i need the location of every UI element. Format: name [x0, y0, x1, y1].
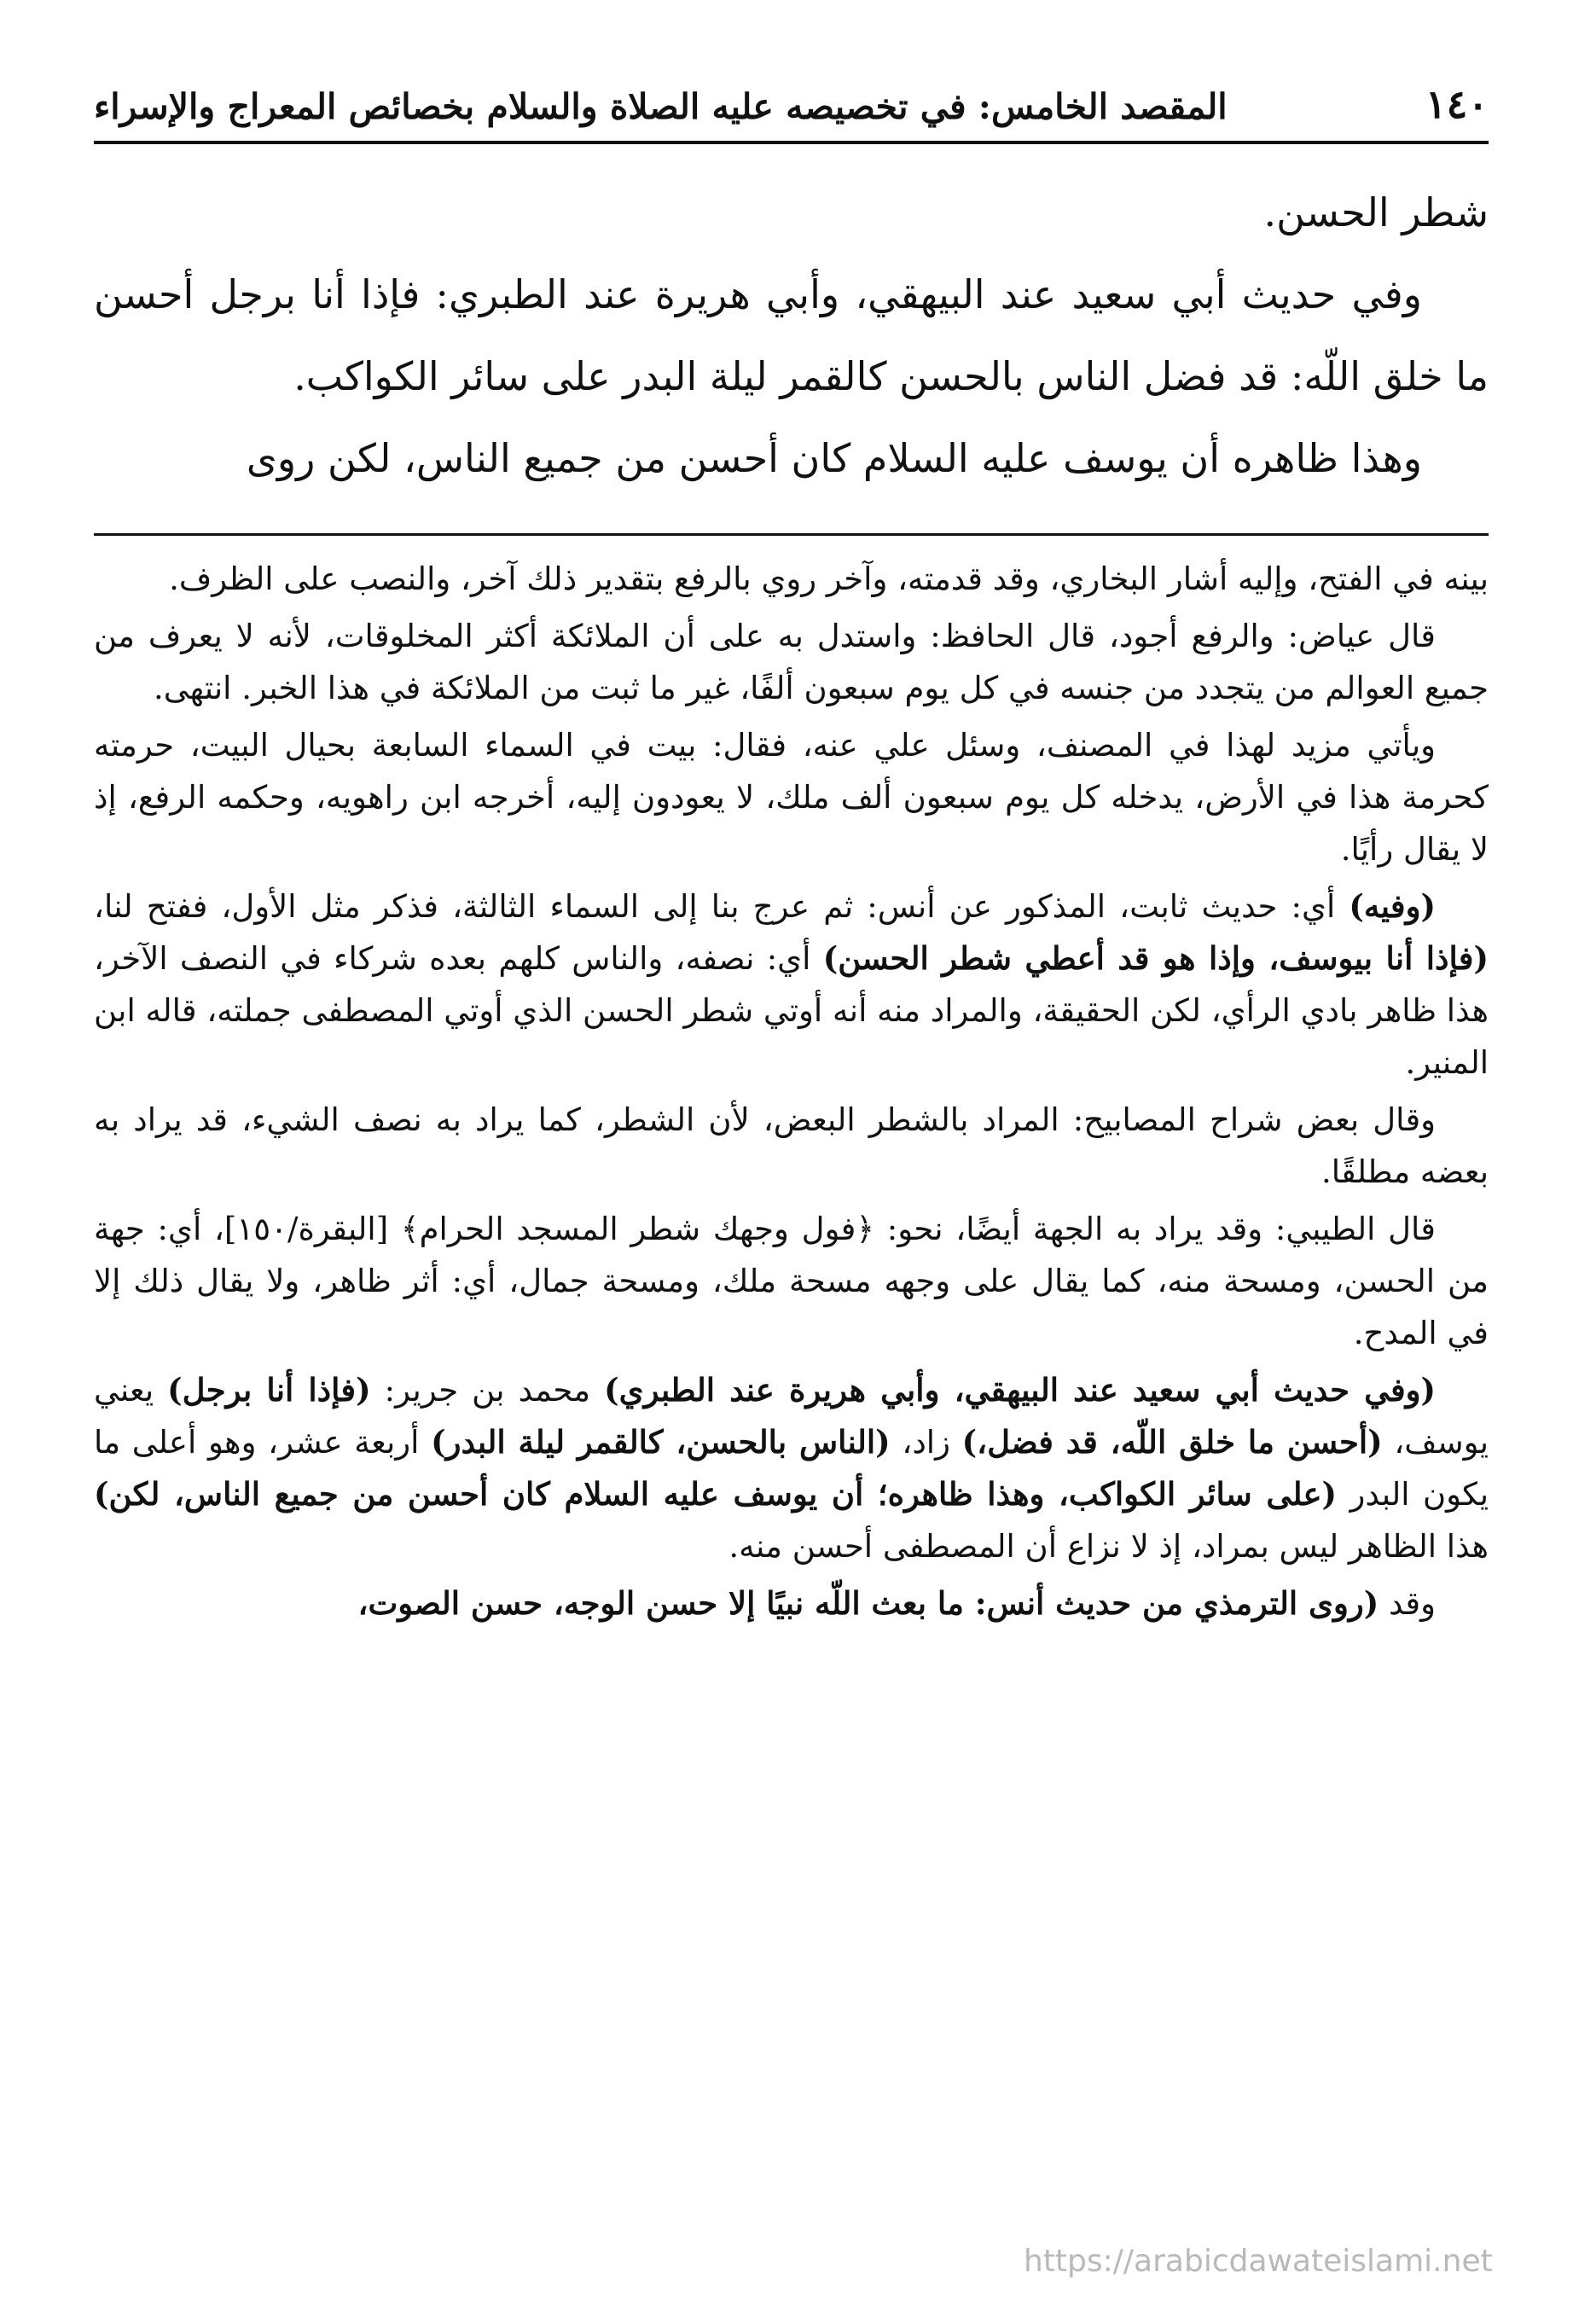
quoted-lemma: (فإذا أنا برجل): [167, 1371, 371, 1409]
commentary-text: أربعة عشر، وهو أعلى ما يكون البدر: [94, 1424, 1489, 1513]
page-header: [94, 81, 1489, 144]
commentary-paragraph-6: قال الطيبي: وقد يراد به الجهة أيضًا، نحو: ﴿فول وجهك شطر المسجد الحرام﴾ [البقرة/١٥٠]، أي: جهة من الحسن، ومسحة منه، كما يقال على وجهه مسحة ملك، ومسحة جمال، أي: أثر ظاهر، ولا يقال ذلك إلا في المدح.: [94, 1211, 1489, 1351]
quoted-lemma: (أحسن ما خلق اللّه، قد فضل،): [961, 1423, 1383, 1461]
commentary-text: زاد،: [890, 1424, 962, 1461]
quoted-lemma: (على سائر الكواكب، وهذا ظاهره؛ أن يوسف عليه السلام كان أحسن من جميع الناس، لكن): [94, 1475, 1338, 1513]
commentary-text: أي: حديث ثابت، المذكور عن أنس: ثم عرج بنا إلى السماء الثالثة، فذكر مثل الأول، ففتح لنا،: [94, 888, 1350, 925]
commentary-text: محمد بن جرير:: [370, 1372, 605, 1409]
quoted-lemma: (وفيه): [1349, 887, 1436, 925]
commentary-text: وقد: [1379, 1585, 1436, 1622]
main-paragraph-1: شطر الحسن.: [1263, 189, 1489, 235]
commentary-paragraph-4: [94, 880, 1489, 1089]
quoted-lemma: (الناس بالحسن، كالقمر ليلة البدر): [431, 1423, 891, 1461]
page-number: ١٤٠: [1425, 81, 1489, 127]
site-watermark: https://arabicdawateislami.net: [1024, 2244, 1493, 2279]
running-title: المقصد الخامس: في تخصيصه عليه الصلاة والسلام بخصائص المعراج والإسراء: [94, 86, 1228, 127]
quoted-lemma: (وفي حديث أبي سعيد عند البيهقي، وأبي هريرة عند الطبري): [604, 1371, 1437, 1409]
commentary-paragraph-5: وقال بعض شراح المصابيح: المراد بالشطر البعض، لأن الشطر، كما يراد به نصف الشيء، قد يراد به بعضه مطلقًا.: [94, 1101, 1489, 1190]
commentary-paragraph-1: بينه في الفتح، وإليه أشار البخاري، وقد قدمته، وآخر روي بالرفع بتقدير ذلك آخر، والنصب على الظرف.: [169, 561, 1489, 597]
main-text: [94, 171, 1489, 499]
commentary-paragraph-7: [94, 1364, 1489, 1572]
book-page: [94, 81, 1489, 1635]
quoted-lemma: (روى الترمذي من حديث أنس: ما بعث اللّه نبيًا إلا حسن الوجه، حسن الصوت،: [357, 1584, 1379, 1622]
quoted-lemma: (فإذا أنا بيوسف، وإذا هو قد أعطي شطر الحسن): [822, 939, 1489, 977]
main-paragraph-3: وهذا ظاهره أن يوسف عليه السلام كان أحسن من جميع الناس، لكن روى: [246, 435, 1422, 481]
commentary-paragraph-8: [94, 1577, 1489, 1630]
commentary-text: يعني يوسف،: [94, 1372, 1489, 1461]
commentary-paragraph-3: ويأتي مزيد لهذا في المصنف، وسئل علي عنه، فقال: بيت في السماء السابعة بحيال البيت، حرمته كحرمة هذا في الأرض، يدخله كل يوم سبعون ألف ملك، لا يعودون إليه، أخرجه ابن راهويه، وحكمه الرفع، إذ لا يقال رأيًا.: [94, 727, 1489, 868]
commentary-paragraph-2: قال عياض: والرفع أجود، قال الحافظ: واستدل به على أن الملائكة أكثر المخلوقات، لأنه لا يعرف من جميع العوالم من يتجدد من جنسه في كل يوم سبعون ألفًا، غير ما ثبت من الملائكة في هذا الخبر. انتهى.: [94, 618, 1489, 706]
main-paragraph-2: وفي حديث أبي سعيد عند البيهقي، وأبي هريرة عند الطبري: فإذا أنا برجل أحسن ما خلق اللّه: قد فضل الناس بالحسن كالقمر ليلة البدر على سائر الكواكب.: [94, 271, 1489, 399]
commentary-text: أي: نصفه، والناس كلهم بعده شركاء في النصف الآخر، هذا ظاهر بادي الرأي، لكن الحقيقة، والمراد منه أنه أوتي شطر الحسن الذي أوتي المصطفى جملته، قاله ابن المنير.: [94, 940, 1489, 1081]
footnote-divider: [94, 533, 1489, 536]
commentary: [94, 553, 1489, 1630]
commentary-text: هذا الظاهر ليس بمراد، إذ لا نزاع أن المصطفى أحسن منه.: [728, 1528, 1489, 1565]
